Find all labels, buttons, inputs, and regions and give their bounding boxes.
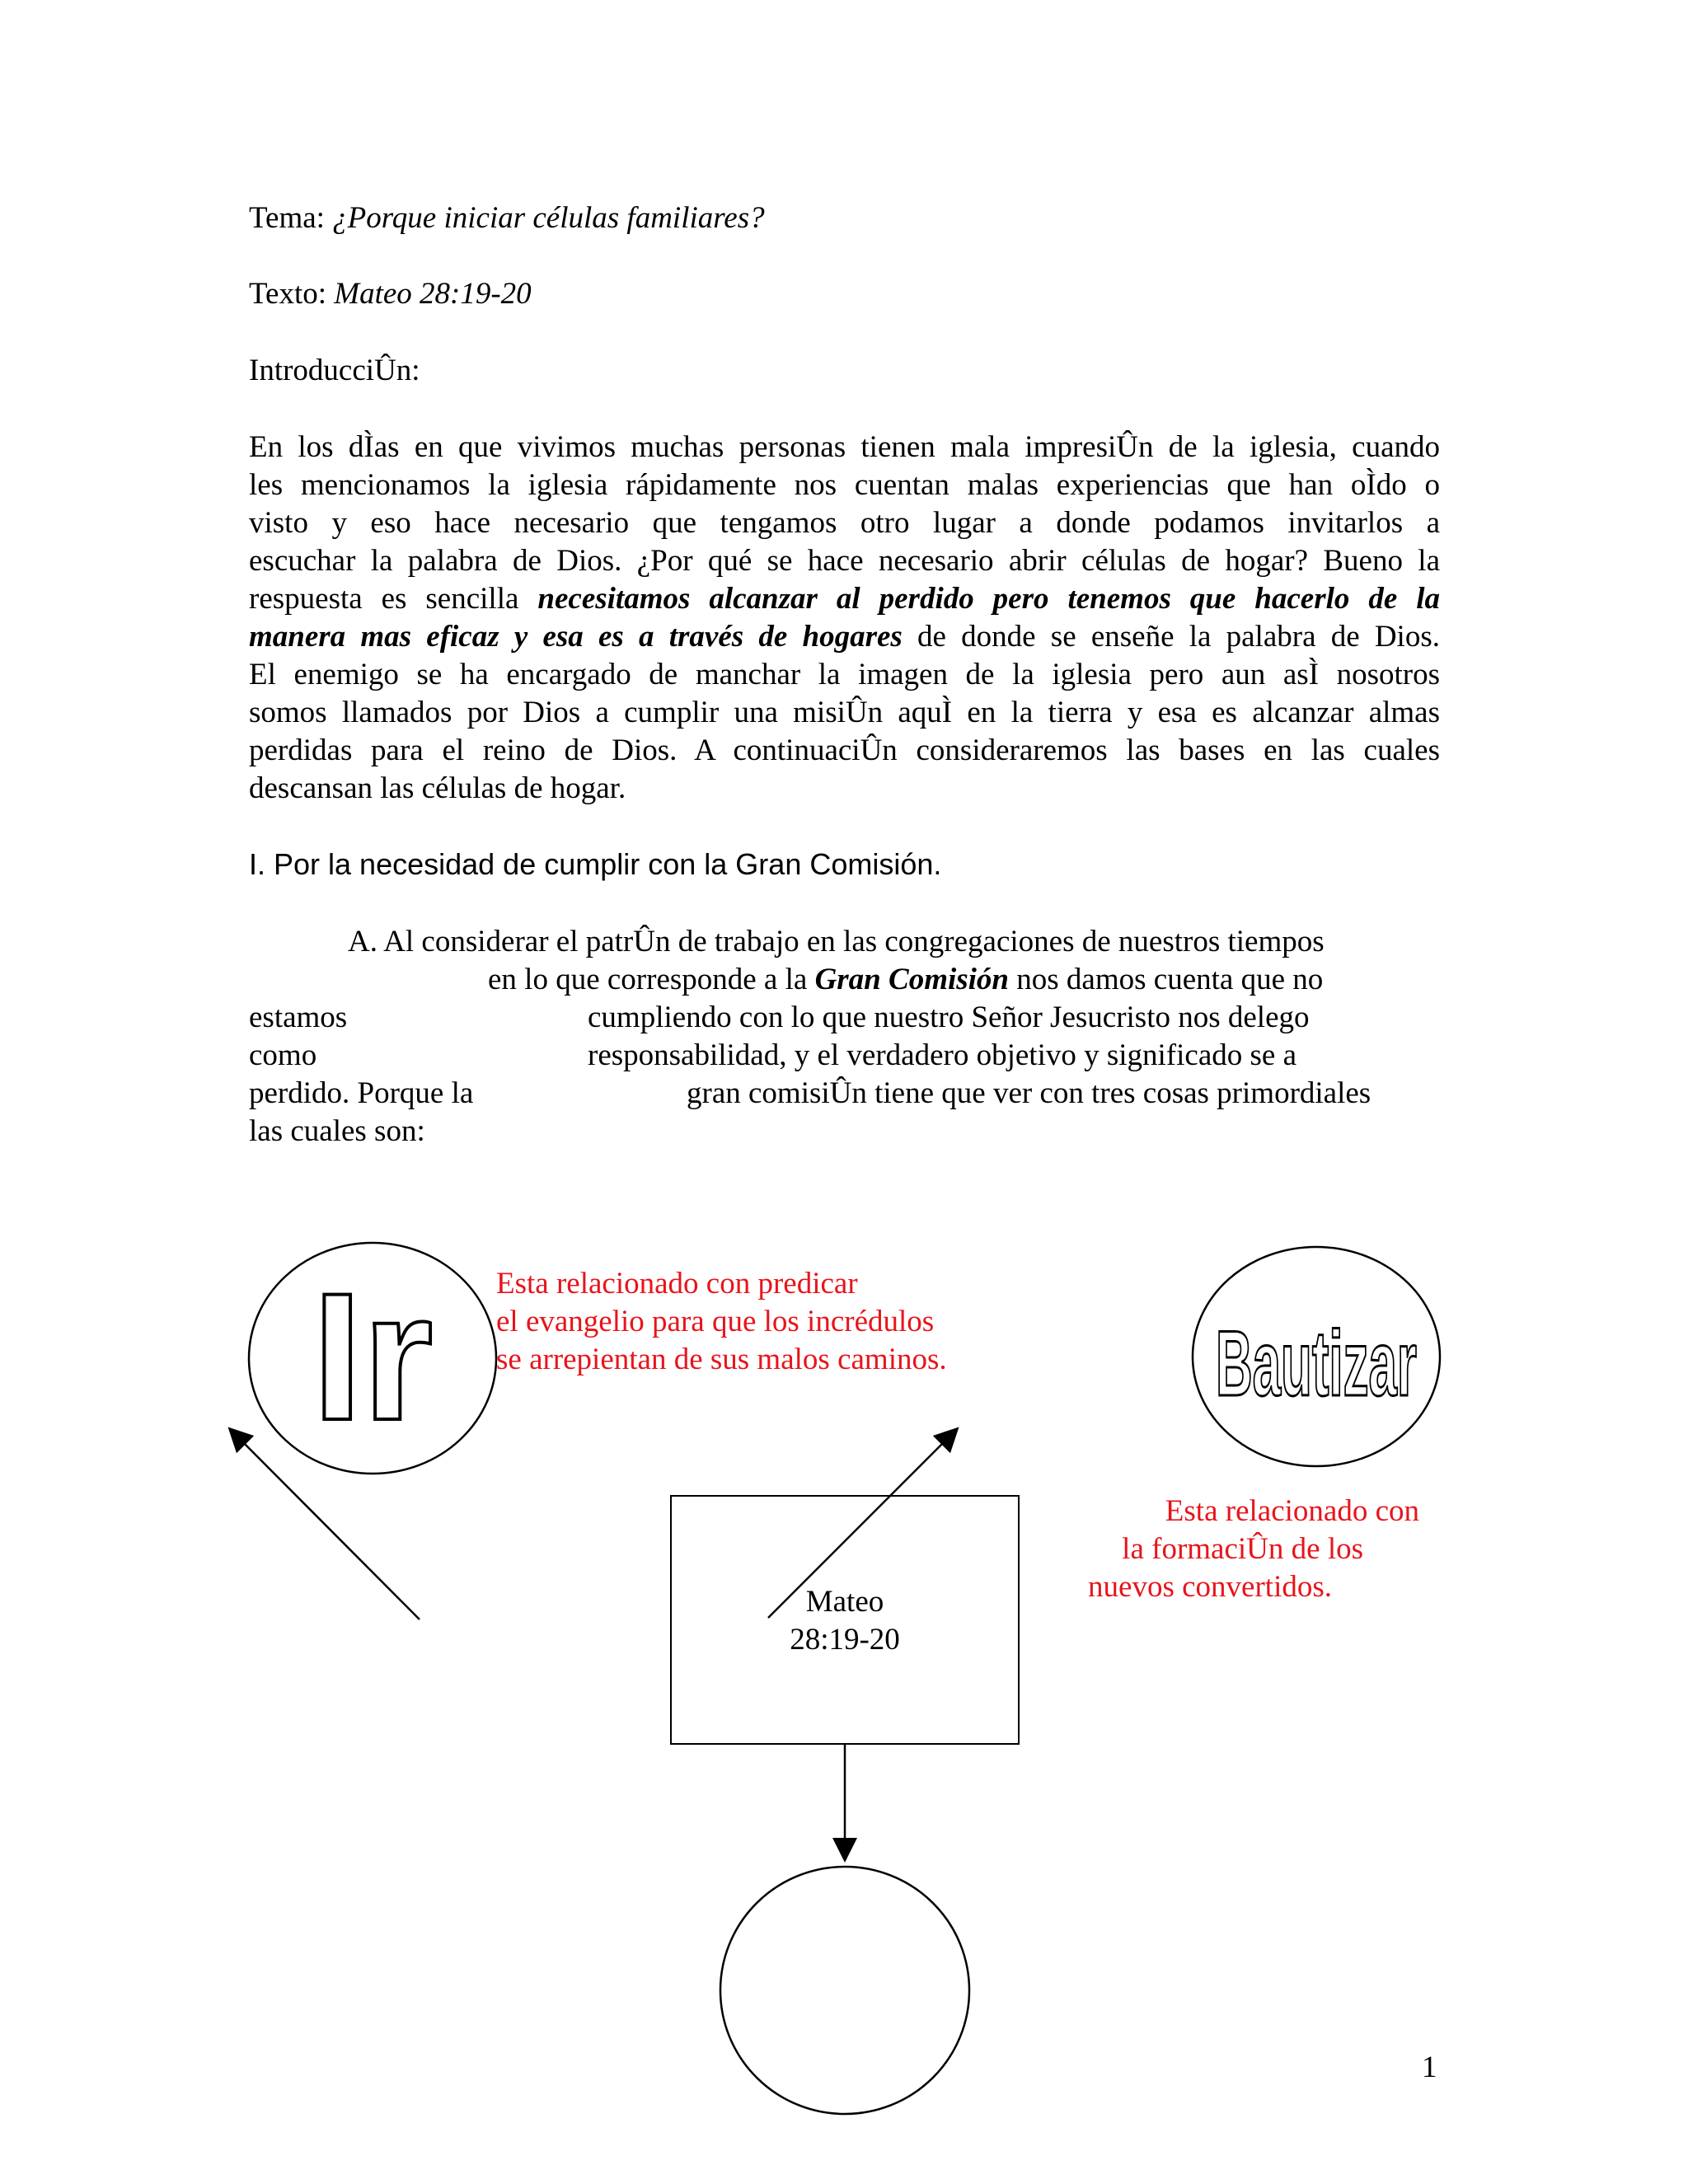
point-a-text: en lo que corresponde a la [488, 963, 808, 996]
point-a-line-left: perdido. Porque la [249, 1076, 474, 1110]
ir-word: Ir [312, 1255, 434, 1458]
intro-line: descansan las células de hogar. [249, 771, 626, 805]
intro-line: visto y eso hace necesario que tengamos otro lugar a donde podamos invitarlos a [249, 506, 1440, 540]
intro-line: escuchar la palabra de Dios. ¿Por qué se hace necesario abrir células de hogar? Bueno la [249, 544, 1440, 578]
bautizar-word: Bautizar [1216, 1312, 1417, 1415]
intro-line: somos llamados por Dios a cumplir una misiÛn aquÌ en la tierra y esa es alcanzar almas [249, 696, 1440, 729]
section-heading: I. Por la necesidad de cumplir con la Gran Comisión. [249, 847, 942, 881]
point-a-line-left: estamos [249, 1001, 348, 1034]
center-box-line: Mateo [805, 1585, 884, 1619]
intro-text: de donde se enseñe la palabra de Dios. [917, 620, 1440, 654]
intro-emphasis: necesitamos alcanzar al perdido pero tenemos que hacerlo de la [537, 582, 1440, 616]
bottom-circle [720, 1867, 969, 2114]
intro-line: les mencionamos la iglesia rápidamente nos cuentan malas experiencias que han oÌdo o [249, 468, 1440, 502]
ir-note-line: Esta relacionado con predicar [496, 1267, 858, 1301]
intro-line: perdidas para el reino de Dios. A continuaciÛn consideraremos las bases en las cuales [249, 733, 1440, 767]
point-a-line-right: responsabilidad, y el verdadero objetivo y significado se a [588, 1038, 1296, 1072]
bautizar-note-line: la formaciÛn de los [1122, 1532, 1363, 1566]
point-a-text: nos damos cuenta que no [1016, 963, 1324, 996]
point-a-line: A. Al considerar el patrÛn de trabajo en las congregaciones de nuestros tiempos [348, 925, 1325, 958]
bautizar-note [1068, 1493, 1419, 1606]
texto-value: Mateo 28:19-20 [334, 277, 532, 311]
bautizar-note-line: Esta relacionado con [1165, 1494, 1419, 1528]
point-a-line: las cuales son: [249, 1114, 425, 1148]
center-box-text [671, 1583, 1019, 1659]
point-a-line-right: cumpliendo con lo que nuestro Señor Jesucristo nos delego [588, 1001, 1310, 1034]
ir-note [496, 1265, 947, 1379]
point-a-line-right: gran comisiÛn tiene que ver con tres cosas primordiales [687, 1076, 1372, 1110]
ir-note-line: se arrepientan de sus malos caminos. [496, 1343, 947, 1376]
page-number: 1 [1422, 2050, 1437, 2084]
intro-text: respuesta es sencilla [249, 582, 519, 616]
point-a-line-left: como [249, 1038, 317, 1072]
intro-line: El enemigo se ha encargado de manchar la imagen de la iglesia pero aun asÌ nosotros [249, 658, 1440, 691]
center-box-line: 28:19-20 [790, 1623, 900, 1657]
texto-label: Texto: [249, 277, 326, 311]
tema-label: Tema: [249, 201, 325, 235]
intro-emphasis: manera mas eficaz y esa es a través de hogares [249, 620, 903, 654]
tema-value: ¿Porque iniciar células familiares? [332, 201, 765, 235]
arrow-to-ir [231, 1430, 420, 1619]
intro-label: IntroducciÛn: [249, 354, 420, 387]
intro-line: En los dÌas en que vivimos muchas personas tienen mala impresiÛn de la iglesia, cuando [249, 430, 1440, 464]
gran-comision-emphasis: Gran Comisión [814, 963, 1010, 996]
ir-note-line: el evangelio para que los incrédulos [496, 1305, 935, 1338]
bautizar-note-line: nuevos convertidos. [1088, 1570, 1332, 1604]
